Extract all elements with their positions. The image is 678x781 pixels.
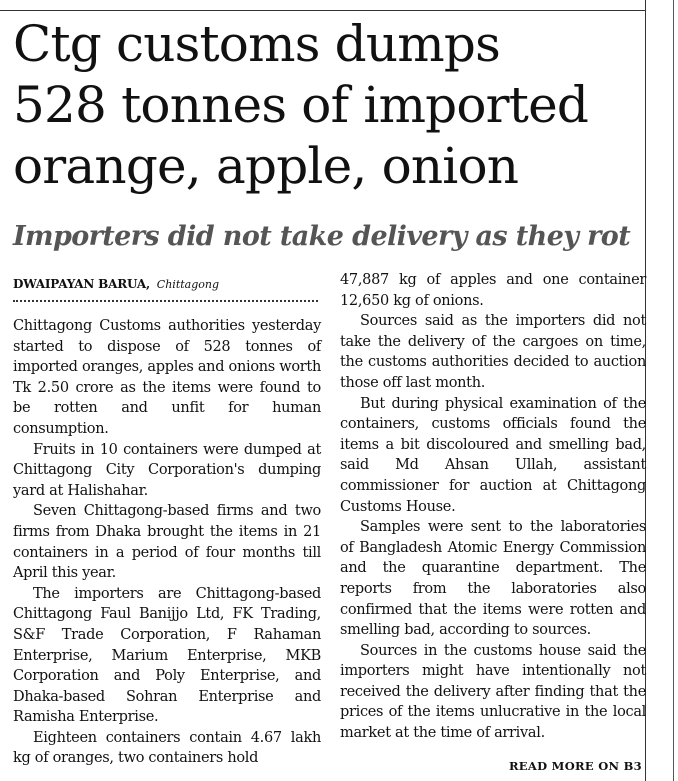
subheadline: Importers did not take delivery as they rot <box>13 221 631 252</box>
page-edge-rule <box>673 0 674 781</box>
byline-dotted-divider <box>13 300 318 302</box>
byline-location: Chittagong <box>156 278 220 291</box>
article-paragraph: Eighteen containers contain 4.67 lakh kg of oranges, two containers hold <box>13 729 321 767</box>
article-column-left <box>13 316 321 769</box>
byline-author: DWAIPAYAN BARUA, <box>13 277 150 291</box>
article-paragraph: The importers are Chittagong-based Chittagong Faul Banijjo Ltd, FK Trading, S&F Trade Corporation, F Rahaman Enterprise, Marium Enterprise, MKB Corporation and Poly Enterprise, and Dhaka-based Sohran Enterprise and Ramisha Enterprise. <box>13 585 321 726</box>
top-rule <box>0 10 646 11</box>
article-paragraph: Sources said as the importers did not take the delivery of the cargoes on time, the customs authorities decided to auction those off last month. <box>340 313 646 391</box>
article-paragraph: Fruits in 10 containers were dumped at Chittagong City Corporation's dumping yard at Halishahar. <box>13 441 321 499</box>
headline <box>13 14 643 197</box>
article-paragraph: Seven Chittagong-based firms and two firms from Dhaka brought the items in 21 containers in a period of four months till April this year. <box>13 503 321 582</box>
article-column-right <box>340 270 646 744</box>
read-more-link[interactable]: READ MORE ON B3 <box>508 759 642 773</box>
article-paragraph: Samples were sent to the laboratories of Bangladesh Atomic Energy Commission and the quarantine department. The reports from the laboratories also confirmed that the items were rotten and smelling bad, according to sources. <box>340 519 646 639</box>
article-paragraph: Sources in the customs house said the importers might have intentionally not received the delivery after finding that the prices of the items unlucrative in the local market at the time of arrival. <box>340 642 646 742</box>
byline <box>13 276 323 293</box>
headline-line: Ctg customs dumps <box>13 15 500 73</box>
article-paragraph: Chittagong Customs authorities yesterday started to dispose of 528 tonnes of imported oranges, apples and onions worth Tk 2.50 crore as the items were found to be rotten and unfit for human consumption. <box>13 318 321 437</box>
article-paragraph: But during physical examination of the containers, customs officials found the items a bit discoloured and smelling bad, said Md Ahsan Ullah, assistant commissioner for auction at Chittagong Customs House. <box>340 395 646 515</box>
headline-line: orange, apple, onion <box>13 137 519 195</box>
headline-line: 528 tonnes of imported <box>13 76 589 134</box>
article-paragraph: 47,887 kg of apples and one container 12,650 kg of onions. <box>340 272 646 309</box>
